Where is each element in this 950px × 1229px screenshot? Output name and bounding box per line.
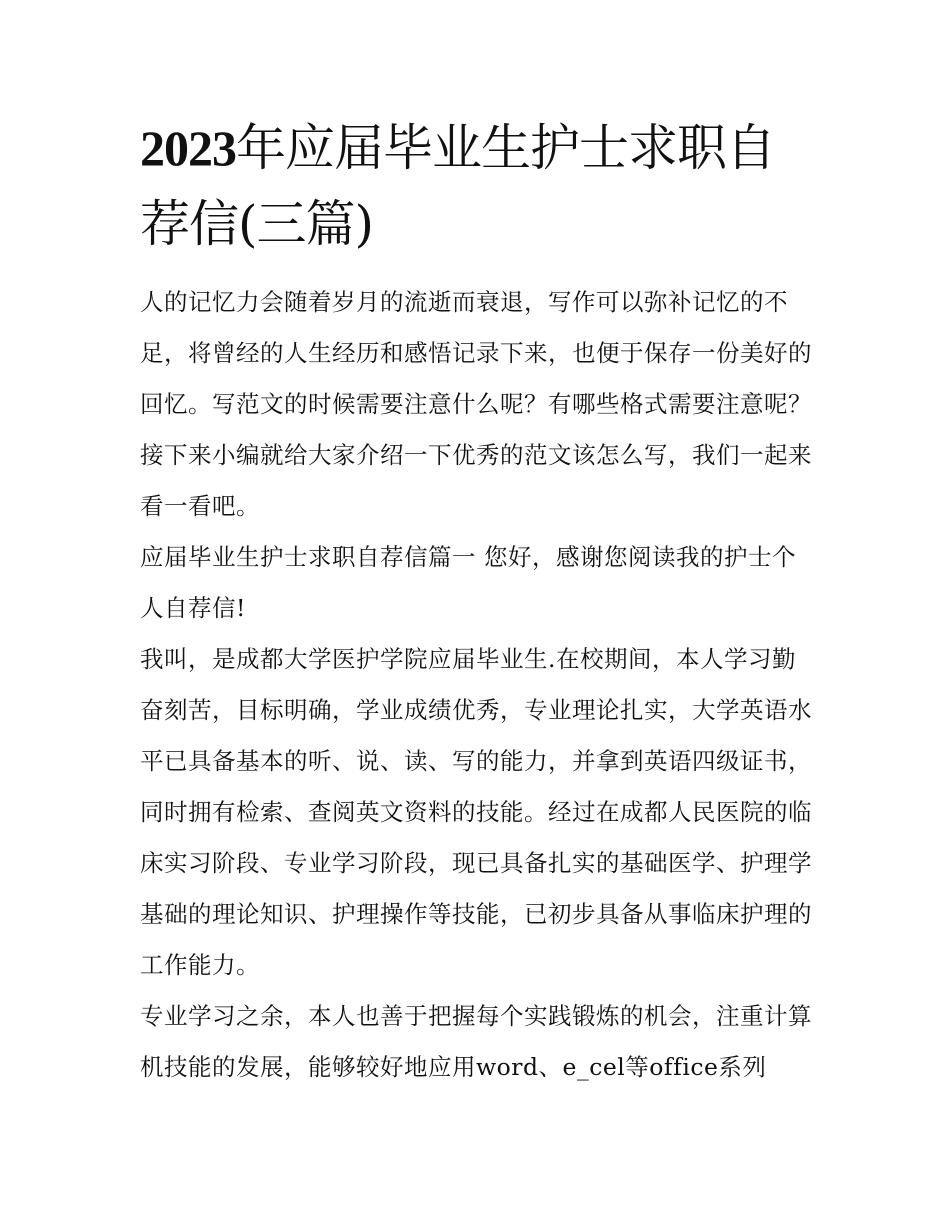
title-text: 年应届毕业生护士求职自荐信(三篇) (140, 119, 775, 253)
paragraph-intro: 人的记忆力会随着岁月的流逝而衰退，写作可以弥补记忆的不足，将曾经的人生经历和感悟记录下来，也便于保存一份美好的回忆。写范文的时候需要注意什么呢？有哪些格式需要注意呢？接下来小编就给大家介绍一下优秀的范文该怎么写，我们一起来看一看吧。 (140, 288, 812, 520)
title-year: 2023 (140, 120, 236, 176)
document-title (140, 110, 815, 262)
document-body (140, 277, 815, 1093)
paragraph-self-introduction: 我叫，是成都大学医护学院应届毕业生.在校期间，本人学习勤奋刻苦，目标明确，学业成绩优秀，专业理论扎实，大学英语水平已具备基本的听、说、读、写的能力，并拿到英语四级证书，同时拥有检索、查阅英文资料的技能。经过在成都人民医院的临床实习阶段、专业学习阶段，现已具备扎实的基础医学、护理学基础的理论知识、护理操作等技能，已初步具备从事临床护理的工作能力。 (140, 645, 812, 979)
paragraph-skills: 专业学习之余，本人也善于把握每个实践锻炼的机会，注重计算机技能的发展，能够较好地应用word、e_cel等office系列 (140, 1002, 812, 1081)
paragraph-letter-opening: 应届毕业生护士求职自荐信篇一 您好，感谢您阅读我的护士个人自荐信! (140, 543, 796, 622)
